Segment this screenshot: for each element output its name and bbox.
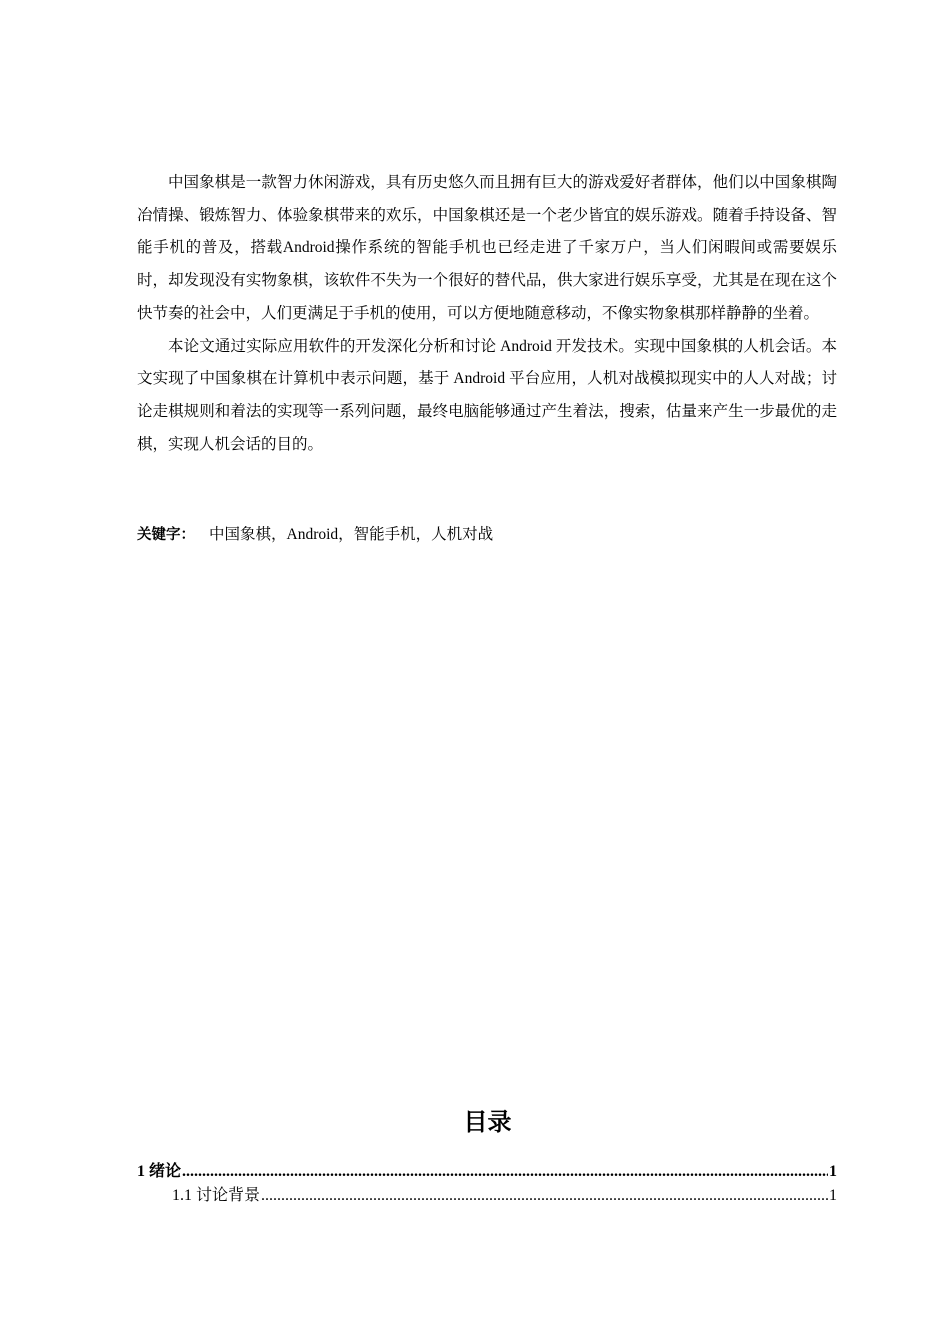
toc-entry-page: 1: [829, 1163, 837, 1180]
toc-dot-leader: [261, 1184, 828, 1208]
toc-title: 目录: [463, 1108, 512, 1136]
toc-entry[interactable]: [137, 1184, 837, 1208]
keywords-line: [137, 522, 493, 548]
toc-entry-page: 1: [829, 1187, 837, 1204]
toc-entry-label: 1.1 讨论背景: [172, 1187, 261, 1204]
toc-entry-label: 1 绪论: [137, 1163, 182, 1180]
keywords-label: 关键字：: [137, 527, 195, 543]
abstract-paragraph: 本论文通过实际应用软件的开发深化分析和讨论 Android 开发技术。实现中国象棋的人机会话。本文实现了中国象棋在计算机中表示问题，基于 Android 平台应用，人机对战模拟现实中的人人对战；讨论走棋规则和着法的实现等一系列问题，最终电脑能够通过产生着法，搜索，估量来产生一步最优的走棋，实现人机会话的目的。: [137, 337, 837, 453]
abstract-paragraph: 中国象棋是一款智力休闲游戏，具有历史悠久而且拥有巨大的游戏爱好者群体，他们以中国象棋陶冶情操、锻炼智力、体验象棋带来的欢乐，中国象棋还是一个老少皆宜的娱乐游戏。随着手持设备、智能手机的普及，搭载Android操作系统的智能手机也已经走进了千家万户，当人们闲暇间或需要娱乐时，却发现没有实物象棋，该软件不失为一个很好的替代品，供大家进行娱乐享受，尤其是在现在这个快节奏的社会中，人们更满足于手机的使用，可以方便地随意移动，不像实物象棋那样静静的坐着。: [137, 174, 837, 322]
abstract-section: [137, 167, 837, 461]
table-of-contents: [137, 1160, 837, 1208]
toc-dot-leader: [182, 1160, 828, 1184]
toc-entry[interactable]: [137, 1160, 837, 1184]
keywords-value: 中国象棋，Android，智能手机，人机对战: [209, 526, 494, 543]
